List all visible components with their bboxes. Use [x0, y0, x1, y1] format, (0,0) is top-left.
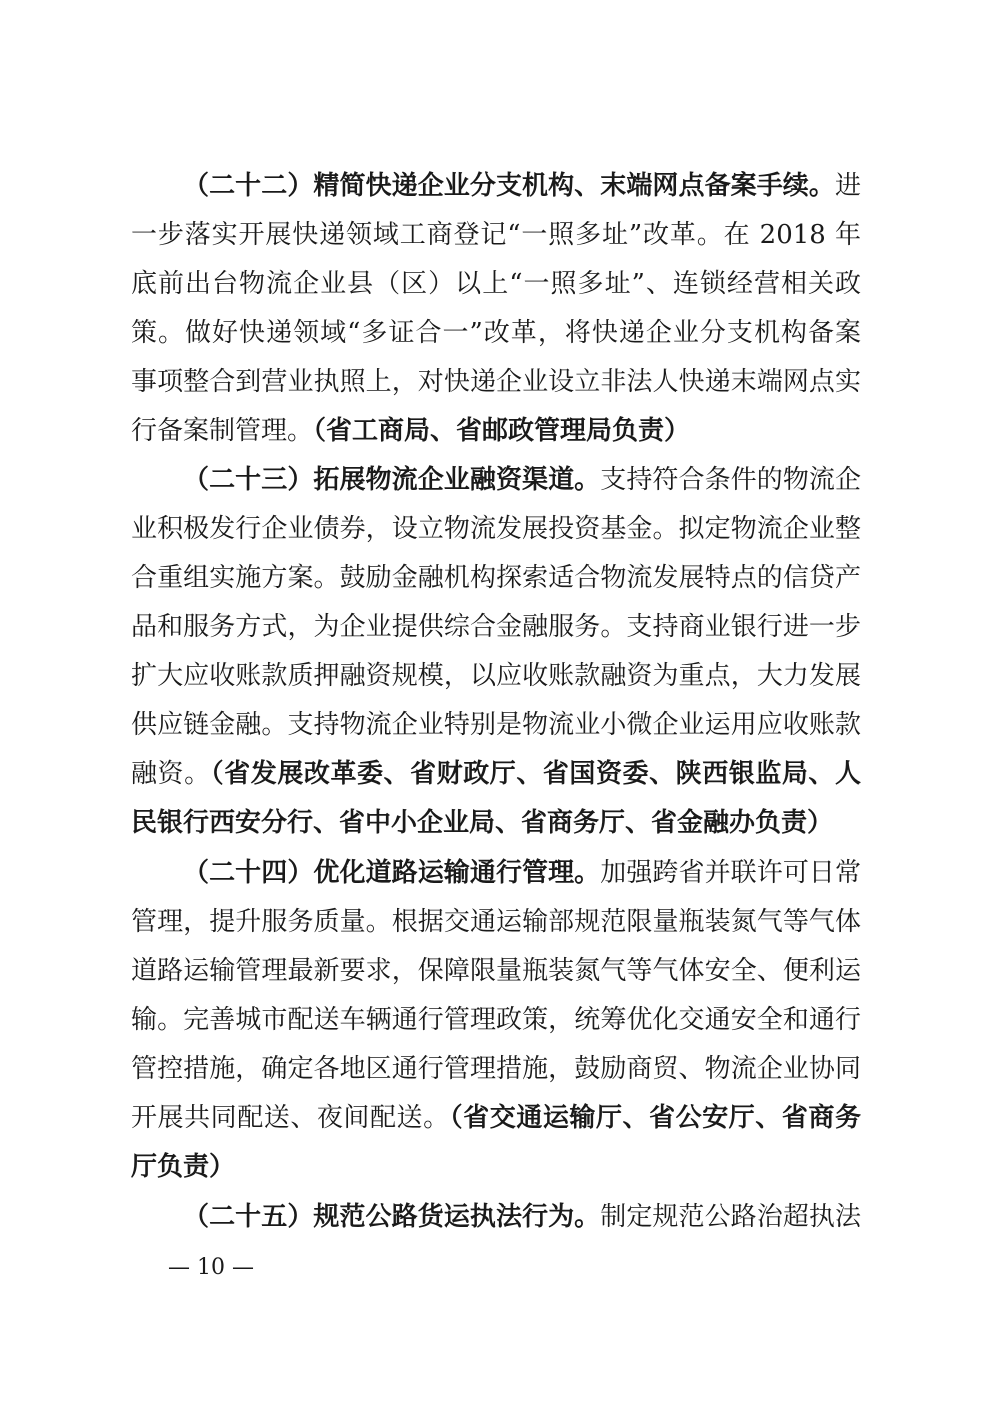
section-24-line-2: 管理，提升服务质量。根据交通运输部规范限量瓶装氮气等气体	[131, 907, 861, 937]
section-22-line-4: 策。做好快递领域“多证合一”改革，将快递企业分支机构备案	[131, 318, 861, 348]
section-22-responsible: （省工商局、省邮政管理局负责）	[313, 416, 691, 446]
section-23-line-5: 扩大应收账款质押融资规模，以应收账款融资为重点，大力发展	[131, 661, 861, 691]
section-22-line-5: 事项整合到营业执照上，对快递企业设立非法人快递末端网点实	[131, 367, 861, 397]
section-22-line-3: 底前出台物流企业县（区）以上“一照多址”、连锁经营相关政	[131, 269, 861, 299]
section-23-responsible-2: 民银行西安分行、省中小企业局、省商务厅、省金融办负责）	[131, 808, 834, 838]
section-24-text: 加强跨省并联许可日常	[600, 858, 861, 888]
section-23-responsible-1: （省发展改革委、省财政厅、省国资委、陕西银监局、人	[210, 759, 861, 789]
section-25-line-1	[183, 1193, 861, 1241]
section-23-line-3: 合重组实施方案。鼓励金融机构探索适合物流发展特点的信贷产	[131, 563, 861, 593]
section-24-responsible-2: 厅负责）	[131, 1152, 236, 1182]
section-24-text-end: 开展共同配送、夜间配送。	[131, 1103, 450, 1133]
section-25-heading: （二十五）规范公路货运执法行为。	[183, 1202, 601, 1232]
section-24-line-3: 道路运输管理最新要求，保障限量瓶装氮气等气体安全、便利运	[131, 956, 861, 986]
section-24-responsible-1: （省交通运输厅、省公安厅、省商务	[449, 1103, 861, 1133]
section-24-heading: （二十四）优化道路运输通行管理。	[183, 858, 601, 888]
section-23-line-2: 业积极发行企业债券，设立物流发展投资基金。拟定物流企业整	[131, 514, 861, 544]
section-23-line-7	[131, 750, 861, 798]
section-23-line-4: 品和服务方式，为企业提供综合金融服务。支持商业银行进一步	[131, 612, 861, 642]
section-23-text: 支持符合条件的物流企	[600, 465, 861, 495]
section-23-line-1	[183, 456, 861, 504]
section-24-line-4: 输。完善城市配送车辆通行管理政策，统筹优化交通安全和通行	[131, 1005, 861, 1035]
section-22-heading: （二十二）精简快递企业分支机构、末端网点备案手续。	[183, 171, 835, 201]
section-25-text: 制定规范公路治超执法	[600, 1202, 861, 1232]
section-24-line-1	[183, 849, 861, 897]
section-23-heading: （二十三）拓展物流企业融资渠道。	[183, 465, 601, 495]
section-22-text-end: 行备案制管理。	[131, 416, 314, 446]
section-24-line-5: 管控措施，确定各地区通行管理措施，鼓励商贸、物流企业协同	[131, 1054, 861, 1084]
section-22-text: 进	[834, 171, 861, 201]
section-22-line-1	[183, 162, 861, 210]
page-number: — 10 —	[168, 1255, 254, 1280]
section-22-line-6	[131, 407, 861, 455]
section-23-line-6: 供应链金融。支持物流企业特别是物流业小微企业运用应收账款	[131, 710, 861, 740]
section-23-text-end: 融资。	[131, 759, 211, 789]
section-22-line-2: 一步落实开展快递领域工商登记“一照多址”改革。在 2018 年	[131, 220, 861, 250]
section-24-line-6	[131, 1094, 861, 1142]
